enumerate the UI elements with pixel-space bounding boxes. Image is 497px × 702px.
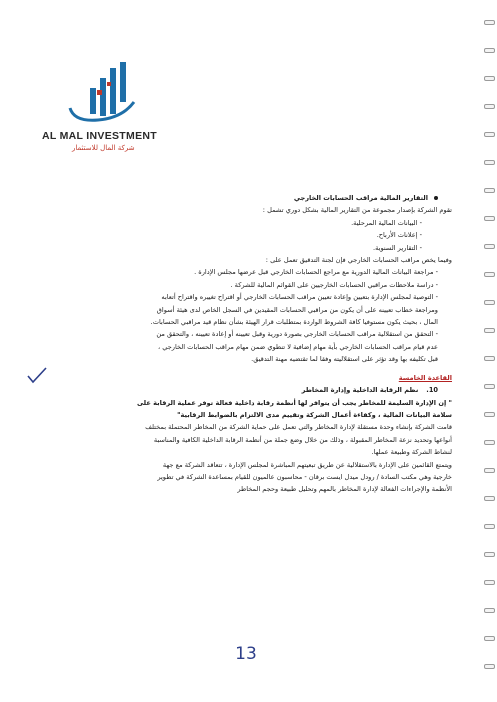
- rule-quote-line: " إن الإدارة السليمة للمخاطر يجب أن يتوافر لها أنظمة رقابة داخلية فعالة توفر عملية الرقابة على: [136, 398, 452, 407]
- audit-task-line: - التوصية لمجلس الإدارة بتعيين وإعادة تعيين مراقب الحسابات الخارجي أو اقتراح تغييره واقتراح أتعابه: [161, 293, 438, 302]
- risk-paragraph-line: لنشاط الشركة وطبيعة عملها.: [371, 448, 452, 457]
- reports-intro: تقوم الشركة بإصدار مجموعة من التقارير المالية بشكل دوري تشمل :: [262, 206, 452, 215]
- audit-task-line: - التحقق من استقلالية مراقب الحسابات الخارجي بصورة دورية وقبل تعيينه أو إعادة تعيينه ، والتحقق من: [156, 330, 438, 339]
- financial-reports-heading: التقارير المالية مراقب الحسابات الخارجي: [40, 192, 438, 204]
- audit-task: - دراسة ملاحظات مراقبي الحسابات الخارجيين على القوائم المالية للشركة .: [230, 280, 438, 289]
- rule-heading: القاعدة الخامسة: [398, 373, 452, 382]
- section-title: 10.نظم الرقابة الداخلية وإدارة المخاطر: [301, 386, 438, 395]
- section-number: 10.: [426, 386, 438, 395]
- risk-paragraph-line: أنواعها وتحديد نزعة المخاطر المقبولة ، وذلك من خلال وضع جملة من أنظمة الرقابة الداخلية الكافية والمناسبة: [153, 435, 452, 444]
- audit-task-line: ومراجعة خطاب تعيينه على أن يكون من مراقبي الحسابات المقيدين في السجل الخاص لدى هيئة أسواق: [156, 305, 438, 314]
- audit-task-line: المال ، بحيث يكون مستوفيا كافة الشروط الواردة بمتطلبات قرار الهيئة بشأن نظام قيد مراقبي الحسابات.: [150, 318, 438, 327]
- report-item: - التقارير السنوية.: [373, 243, 422, 252]
- report-item: - إعلانات الأرباح.: [376, 231, 422, 240]
- audit-task-line: عدم قيام مراقب الحسابات الخارجي بأية مهام إضافية لا تنطوي ضمن مهام مراقب الحسابات الخارجي ،: [158, 342, 438, 351]
- company-logo: [42, 62, 162, 162]
- handwritten-check-icon: [26, 366, 48, 384]
- page-number: 13: [235, 644, 257, 664]
- brand-name: AL MAL INVESTMENT: [42, 130, 157, 142]
- independence-paragraph-line: خارجية وهي مكتب السادة / رودل ميدل ايست برقان - محاسبون عالميون للقيام بمساعدة الشركة في تطوير: [157, 472, 452, 481]
- logo-mark-icon: [64, 62, 144, 124]
- document-body: [40, 192, 452, 496]
- audit-task: - مراجعة البيانات المالية الدورية مع مراجع الحسابات الخارجي قبل عرضها مجلس الإدارة .: [194, 268, 438, 277]
- binding-holes: [483, 0, 497, 702]
- risk-paragraph-line: قامت الشركة بإنشاء وحدة مستقلة لإدارة المخاطر والتي تعمل على حماية الشركة من المخاطر المحتملة بمختلف: [145, 423, 452, 432]
- independence-paragraph-line: الأنظمة والإجراءات الفعالة لإدارة المخاطر بالمهم وتحليل طبيعة وحجم المخاطر: [237, 485, 452, 494]
- brand-name-arabic: شركة المال للاستثمار: [72, 144, 135, 152]
- independence-paragraph-line: ويتمتع القائمين على الإدارة بالاستقلالية عن طريق تبعيتهم المباشرة لمجلس الإدارة ، تتعاقد الشركة مع جهة: [162, 460, 452, 469]
- bullet-icon: [434, 196, 438, 200]
- auditor-intro: وفيما يخص مراقب الحسابات الخارجي فإن لجنة التدقيق تعمل على :: [265, 256, 452, 265]
- report-item: - البيانات المالية المرحلية.: [351, 218, 422, 227]
- rule-quote-line: سلامة البيانات المالية ، وكفاءة أعمال الشركة وتقييم مدى الالتزام بالضوابط الرقابية": [177, 410, 452, 419]
- audit-task-line: قبل تكليفه بها وقد تؤثر على استقلاليته وفقا لما تقتضيه مهنة التدقيق.: [251, 355, 438, 364]
